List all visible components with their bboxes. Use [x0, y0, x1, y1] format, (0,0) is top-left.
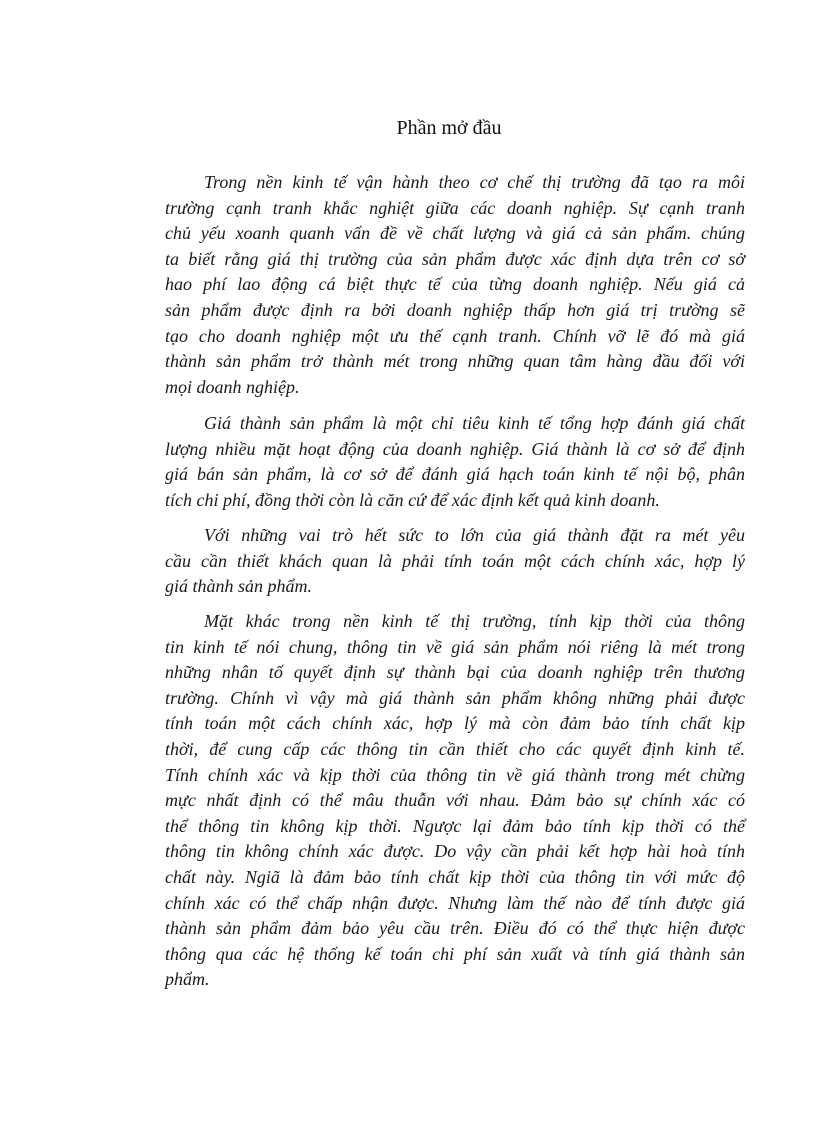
text-line: mọi doanh nghiệp.	[165, 376, 300, 397]
paragraph-2	[165, 411, 745, 513]
text-line: hao phí lao động cá biệt thực tế của từng doanh nghiệp. Nếu giá cả	[165, 274, 745, 295]
text-line: sản phẩm được định ra bởi doanh nghiệp thấp hơn giá trị trường sẽ	[165, 299, 745, 320]
text-line: cầu cần thiết khách quan là phải tính toán một cách chính xác, hợp lý	[165, 550, 745, 571]
text-line: mực nhất định có thể mâu thuẫn với nhau. Đảm bảo sự chính xác có	[165, 790, 745, 811]
text-line: Tính chính xác và kịp thời của thông tin về giá thành trong mét chừng	[165, 764, 745, 785]
text-line: lượng nhiều mặt hoạt động của doanh nghiệp. Giá thành là cơ sở để định	[165, 438, 745, 459]
text-line: tính toán một cách chính xác, hợp lý mà còn đảm bảo tính chất kịp	[165, 713, 745, 734]
text-line: thành sản phẩm đảm bảo yêu cầu trên. Điều đó có thể thực hiện được	[165, 918, 745, 939]
text-line: thông qua các hệ thống kế toán chi phí sản xuất và tính giá thành sản	[165, 943, 745, 964]
text-line: giá bán sản phẩm, là cơ sở để đánh giá hạch toán kinh tế nội bộ, phân	[165, 464, 745, 485]
text-line: trường. Chính vì vậy mà giá thành sản phẩm không những phải được	[165, 687, 745, 708]
text-line: chính xác có thể chấp nhận được. Nhưng làm thế nào để tính được giá	[165, 892, 745, 913]
text-line: thời, để cung cấp các thông tin cần thiết cho các quyết định kinh tế.	[165, 738, 745, 759]
text-line: giá thành sản phẩm.	[165, 576, 313, 597]
paragraph-4	[165, 609, 745, 993]
text-line: Mặt khác trong nền kinh tế thị trường, tính kịp thời của thông	[204, 611, 745, 631]
text-line: thể thông tin không kịp thời. Ngược lại đảm bảo tính kịp thời có thể	[165, 815, 745, 836]
text-line: thông tin không chính xác được. Do vậy cần phải kết hợp hài hoà tính	[165, 841, 745, 862]
text-line: tích chi phí, đồng thời còn là căn cứ để xác định kết quả kinh doanh.	[165, 489, 660, 510]
paragraph-3	[165, 523, 745, 600]
text-line: phẩm.	[165, 969, 210, 990]
text-line: chủ yếu xoanh quanh vấn đề về chất lượng và giá cả sản phẩm. chúng	[165, 223, 745, 244]
page-title: Phần mở đầu	[396, 117, 502, 139]
text-line: ta biết rằng giá thị trường của sản phẩm được xác định dựa trên cơ sở	[165, 248, 745, 269]
text-line: Giá thành sản phẩm là một chỉ tiêu kinh tế tổng hợp đánh giá chất	[204, 413, 745, 433]
text-line: Trong nền kinh tế vận hành theo cơ chế thị trường đã tạo ra môi	[204, 172, 745, 192]
text-line: chất này. Ngiã là đảm bảo tính chất kịp thời của thông tin với mức độ	[165, 866, 745, 887]
text-line: tin kinh tế nói chung, thông tin về giá sản phẩm nói riêng là mét trong	[165, 636, 745, 657]
text-line: trường cạnh tranh khắc nghiệt giữa các doanh nghiệp. Sự cạnh tranh	[165, 197, 745, 218]
text-line: Với những vai trò hết sức to lớn của giá thành đặt ra mét yêu	[204, 525, 745, 545]
text-line: những nhân tố quyết định sự thành bại của doanh nghiệp trên thương	[165, 662, 745, 683]
text-line: tạo cho doanh nghiệp một ưu thế cạnh tranh. Chính vỡ lẽ đó mà giá	[165, 325, 745, 346]
text-line: thành sản phẩm trở thành mét trong những quan tâm hàng đầu đối với	[165, 351, 745, 372]
paragraph-1	[165, 170, 745, 400]
